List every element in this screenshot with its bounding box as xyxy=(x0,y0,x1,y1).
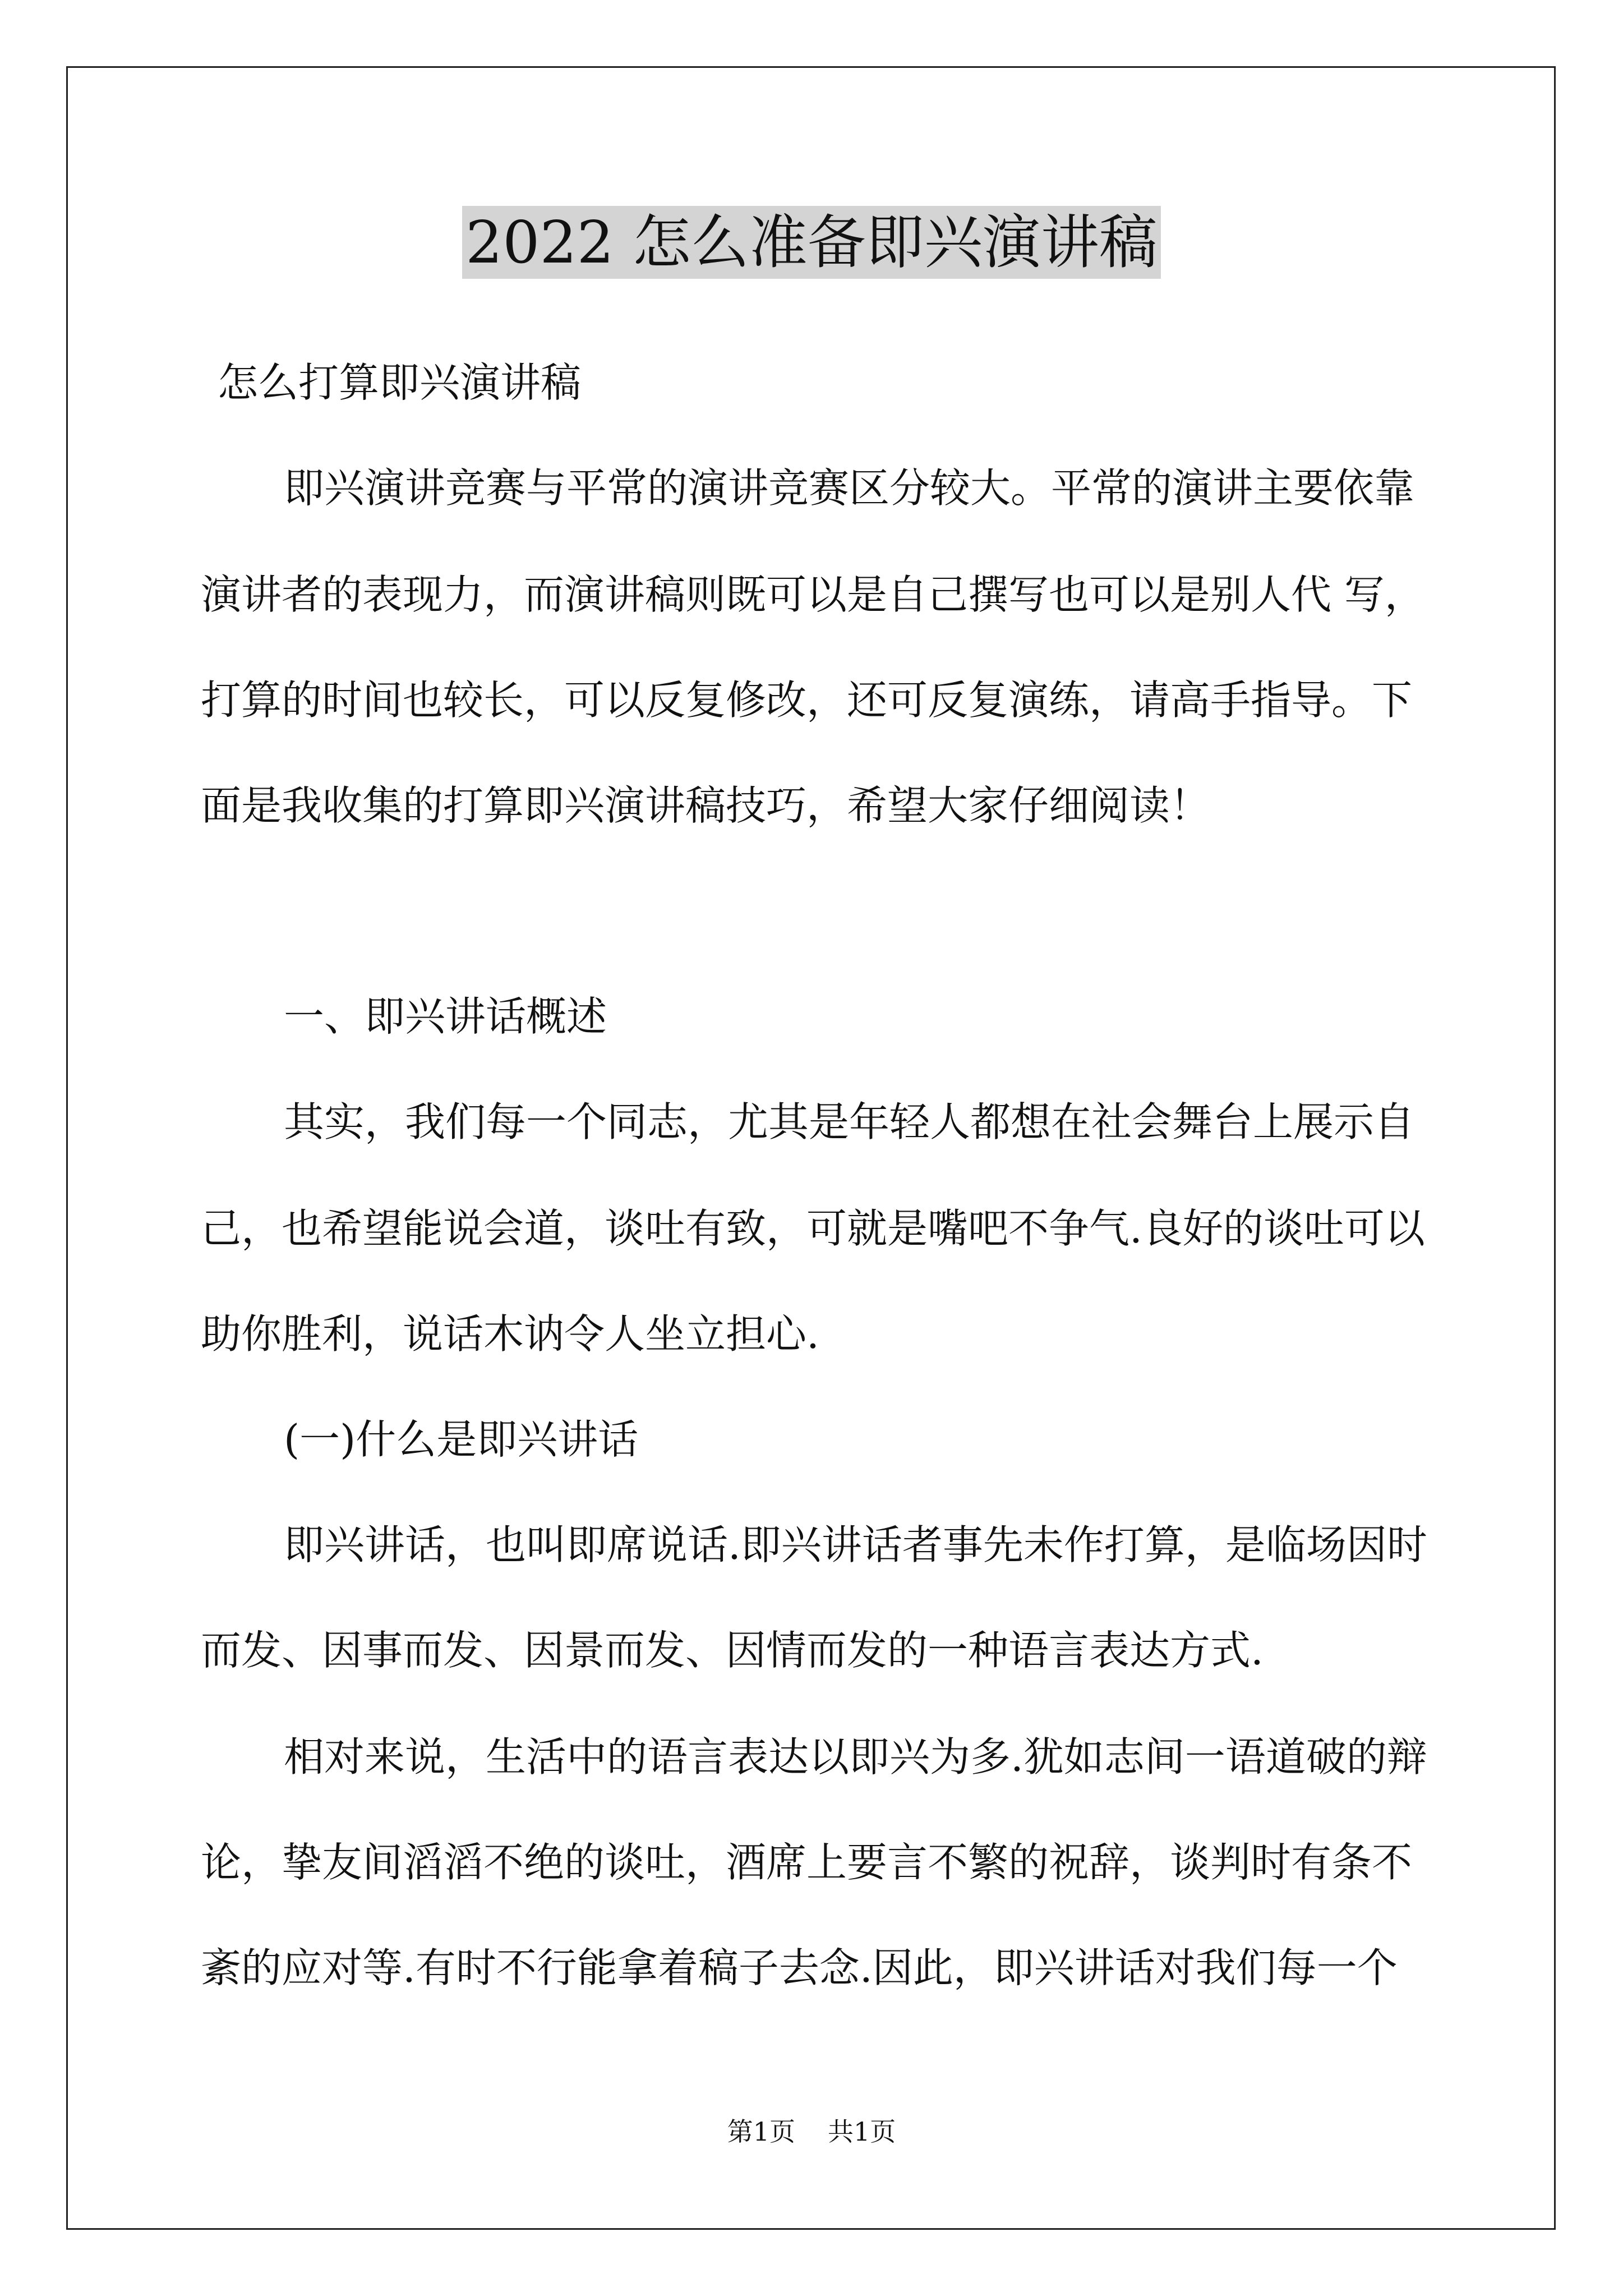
paragraph-line: 即兴讲话，也叫即席说话.即兴讲话者事先未作打算，是临场因时 xyxy=(284,1521,1427,1568)
title-text: 2022 怎么准备即兴演讲稿 xyxy=(462,206,1161,279)
paragraph-line: 而发、因事而发、因景而发、因情而发的一种语言表达方式. xyxy=(201,1627,1264,1674)
paragraph-line: 即兴演讲竞赛与平常的演讲竞赛区分较大。平常的演讲主要依靠 xyxy=(284,464,1415,512)
paragraph-line: 相对来说，生活中的语言表达以即兴为多.犹如志间一语道破的辩 xyxy=(284,1733,1427,1780)
document-title xyxy=(0,203,1623,282)
paragraph-line: 助你胜利，说话木讷令人坐立担心. xyxy=(201,1310,819,1358)
paragraph-line: 面是我收集的打算即兴演讲稿技巧，希望大家仔细阅读！ xyxy=(201,782,1211,829)
paragraph-line: 打算的时间也较长，可以反复修改，还可反复演练，请高手指导。下 xyxy=(201,677,1413,724)
paragraph-line: 演讲者的表现力，而演讲稿则既可以是自己撰写也可以是别人代 写， xyxy=(201,571,1425,618)
subsection-heading: (一)什么是即兴讲话 xyxy=(284,1416,639,1463)
subtitle: 怎么打算即兴演讲稿 xyxy=(218,359,582,406)
page-number: 第1页 xyxy=(727,2116,795,2147)
paragraph-line: 己，也希望能说会道，谈吐有致，可就是嘴吧不争气.良好的谈吐可以 xyxy=(201,1205,1425,1252)
page-total: 共1页 xyxy=(828,2116,896,2147)
page-footer xyxy=(0,2115,1623,2148)
paragraph-line: 其实，我们每一个同志，尤其是年轻人都想在社会舞台上展示自 xyxy=(284,1098,1415,1145)
section-heading: 一、即兴讲话概述 xyxy=(284,993,607,1040)
paragraph-line: 紊的应对等.有时不行能拿着稿子去念.因此，即兴讲话对我们每一个 xyxy=(201,1944,1398,1991)
paragraph-line: 论，挚友间滔滔不绝的谈吐，酒席上要言不繁的祝辞，谈判时有条不 xyxy=(201,1839,1413,1886)
